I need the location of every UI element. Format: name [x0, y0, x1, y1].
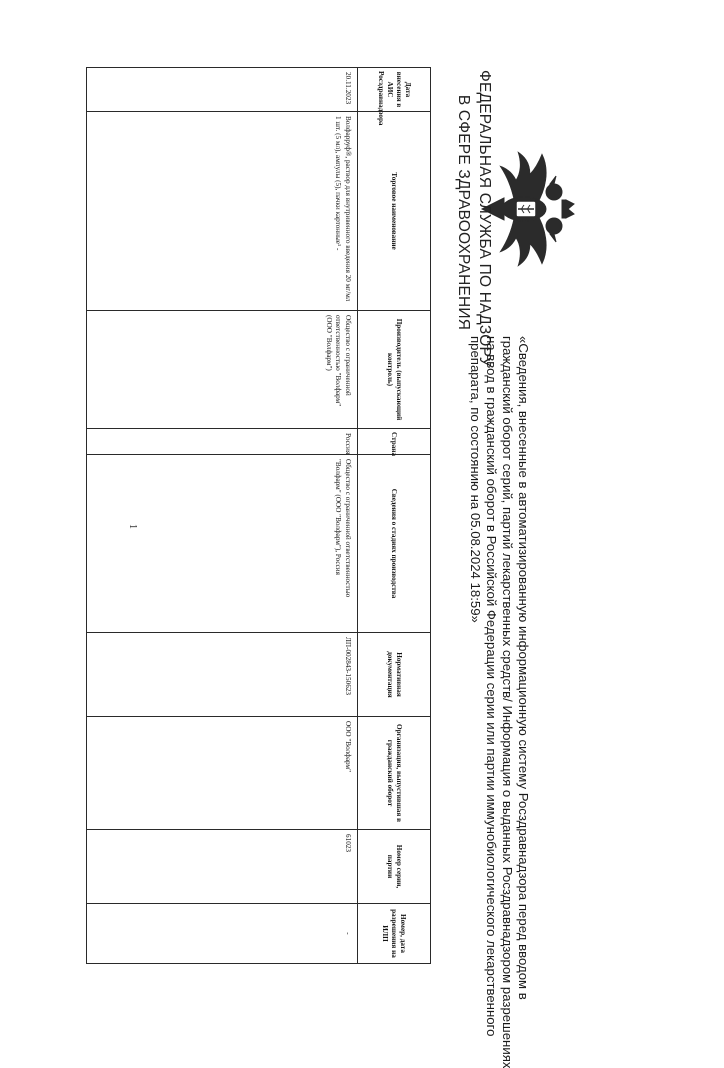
header-cell-date: Дата внесения в АИС Росздравнадзора	[358, 68, 431, 112]
header-cell-production-stages: Сведения о стадиях производства	[358, 455, 431, 633]
heading-line: на ввод в гражданский оборот в Российской Федерации серии или партии иммунобиологического лекарственного	[484, 336, 499, 1037]
header-cell-manufacturer: Производитель (выпускающий контроль)	[358, 311, 431, 429]
cell-country: Россия	[87, 429, 358, 455]
header-cell-country: Страна	[358, 429, 431, 455]
page-number: 1	[127, 524, 138, 529]
cell-date: 20.11.2023	[87, 68, 358, 112]
cell-regulatory-docs: ЛП-002843-150623	[87, 633, 358, 717]
double-headed-eagle-emblem-icon	[480, 148, 576, 270]
header-cell-permit-number: Номер, дата разрешения на ИЛП	[358, 904, 431, 964]
table-header-row	[358, 68, 431, 964]
cell-batch-number: 61023	[87, 830, 358, 904]
cell-production-stages: Общество с ограниченной ответственностью "Волфарм" (ООО "Волфарм"), Россия	[87, 455, 358, 633]
header-cell-releasing-org: Организация, выпустившая в гражданский оборот	[358, 717, 431, 830]
heading-line: препарата, по состоянию на 05.08.2024 18:59»	[468, 336, 483, 623]
cell-trade-name: Волфарруф®, раствор для внутривенного введения 20 мг/мл 1 шт. (5 мл), ампулы (5), пачки картонные¹ -	[87, 112, 358, 311]
cell-manufacturer: Общество с ограниченной ответственностью "Волфарм" (ООО "Волфарм")	[87, 311, 358, 429]
header-cell-trade-name: Торговое наименование	[358, 112, 431, 311]
header-cell-batch-number: Номер серии, партии	[358, 830, 431, 904]
registry-table	[86, 67, 431, 964]
cell-releasing-org: ООО "Волфарм"	[87, 717, 358, 830]
heading-line: гражданский оборот серий, партий лекарственных средств/ Информация о выданных Росздравнадзором разрешениях	[500, 336, 515, 1068]
cell-permit-number: -	[87, 904, 358, 964]
agency-name-line1: ФЕДЕРАЛЬНАЯ СЛУЖБА ПО НАДЗОРУ	[476, 70, 493, 367]
agency-name-line2: В СФЕРЕ ЗДРАВООХРАНЕНИЯ	[455, 94, 472, 331]
table-row	[87, 68, 358, 964]
document-heading	[467, 336, 531, 1068]
heading-line: «Сведения, внесенные в автоматизированную информационную систему Росздравнадзора перед вводом в	[516, 336, 531, 1000]
header-cell-regulatory-docs: Нормативная документация	[358, 633, 431, 717]
agency-name	[452, 70, 494, 367]
